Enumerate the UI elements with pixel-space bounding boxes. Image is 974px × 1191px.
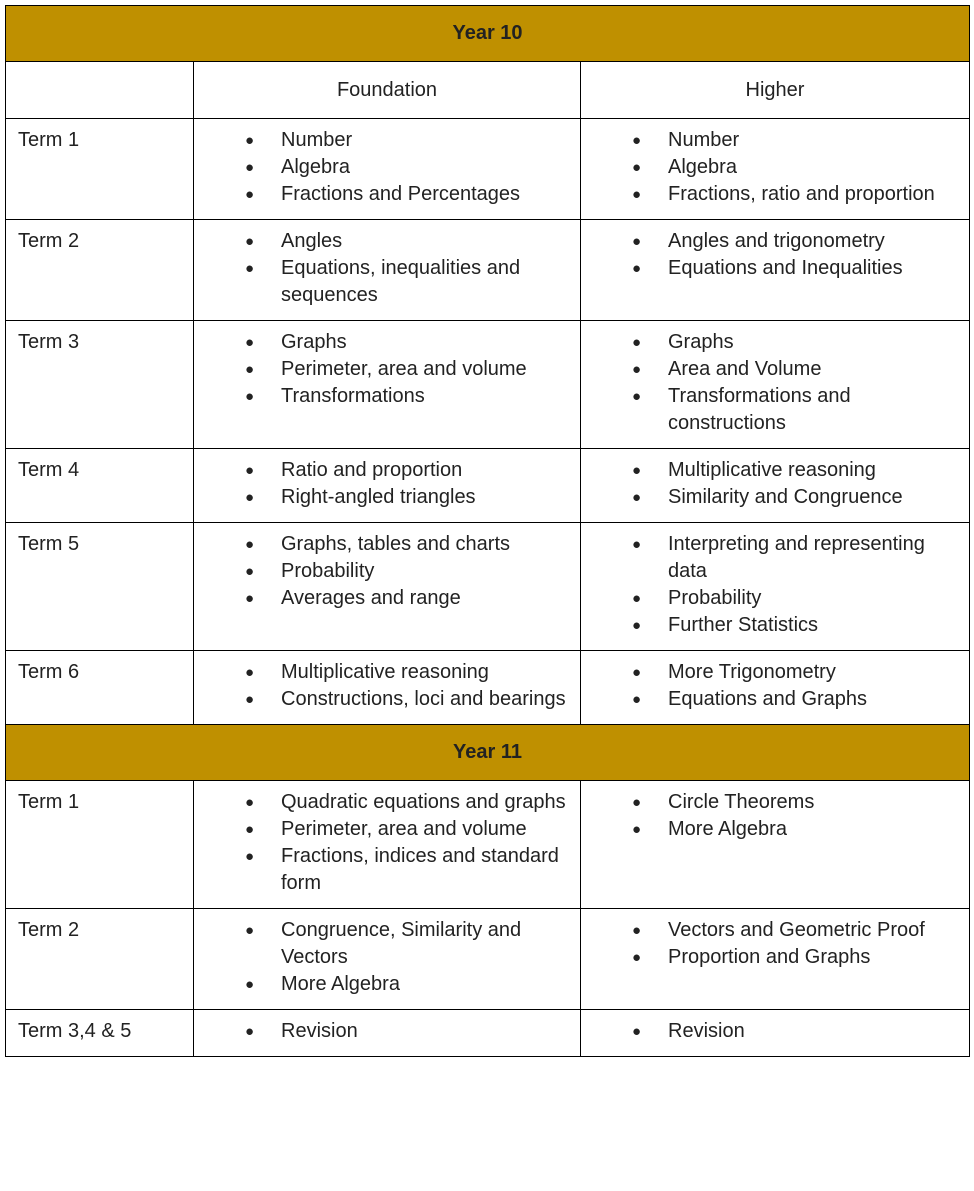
term-label: Term 3 [6,321,194,449]
list-item: ● Vectors and Geometric Proof [593,917,957,944]
year-10-title: Year 10 [6,6,970,62]
higher-topics [581,449,970,523]
list-item: ● Interpreting and representing data [593,531,957,585]
list-item: ● Multiplicative reasoning [206,659,568,686]
list-item: ● Further Statistics [593,612,957,639]
foundation-topics [194,909,581,1010]
term-label: Term 2 [6,909,194,1010]
higher-topic-list [593,457,957,511]
higher-topic-list [593,917,957,971]
foundation-topics [194,321,581,449]
list-item: ● Proportion and Graphs [593,944,957,971]
higher-topics [581,781,970,909]
table-row [6,119,970,220]
list-item: ● Perimeter, area and volume [206,356,568,383]
term-label: Term 1 [6,119,194,220]
list-item: ● Equations and Graphs [593,686,957,713]
list-item: ● Angles and trigonometry [593,228,957,255]
list-item: ● Fractions, indices and standard form [206,843,568,897]
list-item: ● Circle Theorems [593,789,957,816]
year-10-header-row [6,6,970,62]
term-label: Term 6 [6,651,194,725]
higher-topic-list [593,329,957,437]
foundation-topic-list [206,531,568,612]
higher-topic-list [593,659,957,713]
list-item: ● Graphs [206,329,568,356]
list-item: ● Fractions, ratio and proportion [593,181,957,208]
term-label: Term 4 [6,449,194,523]
term-label: Term 3,4 & 5 [6,1010,194,1057]
list-item: ● Algebra [206,154,568,181]
list-item: ● Revision [206,1018,568,1045]
list-item: ● Multiplicative reasoning [593,457,957,484]
list-item: ● Probability [206,558,568,585]
list-item: ● Averages and range [206,585,568,612]
list-item: ● More Algebra [206,971,568,998]
table-row [6,1010,970,1057]
higher-topics [581,1010,970,1057]
list-item: ● Angles [206,228,568,255]
higher-topic-list [593,789,957,843]
foundation-topic-list [206,457,568,511]
foundation-topic-list [206,1018,568,1045]
foundation-topics [194,449,581,523]
higher-topic-list [593,228,957,282]
table-row [6,781,970,909]
table-row [6,523,970,651]
curriculum-table [5,5,970,1057]
list-item: ● Graphs, tables and charts [206,531,568,558]
list-item: ● More Algebra [593,816,957,843]
foundation-topic-list [206,329,568,410]
list-item: ● Similarity and Congruence [593,484,957,511]
list-item: ● Number [206,127,568,154]
list-item: ● Quadratic equations and graphs [206,789,568,816]
list-item: ● Transformations and constructions [593,383,957,437]
foundation-column-header: Foundation [194,62,581,119]
list-item: ● Constructions, loci and bearings [206,686,568,713]
table-row [6,909,970,1010]
table-row [6,449,970,523]
foundation-topics [194,119,581,220]
higher-topics [581,523,970,651]
year-11-title: Year 11 [6,725,970,781]
list-item: ● Perimeter, area and volume [206,816,568,843]
foundation-topics [194,523,581,651]
list-item: ● Ratio and proportion [206,457,568,484]
list-item: ● Number [593,127,957,154]
higher-topic-list [593,531,957,639]
term-label: Term 5 [6,523,194,651]
list-item: ● Probability [593,585,957,612]
foundation-topic-list [206,917,568,998]
table-row [6,220,970,321]
table-row [6,321,970,449]
foundation-topic-list [206,228,568,309]
term-label: Term 2 [6,220,194,321]
list-item: ● Equations and Inequalities [593,255,957,282]
list-item: ● Transformations [206,383,568,410]
foundation-topics [194,1010,581,1057]
higher-topic-list [593,1018,957,1045]
term-column-header [6,62,194,119]
higher-topics [581,909,970,1010]
higher-topics [581,321,970,449]
column-header-row [6,62,970,119]
foundation-topic-list [206,127,568,208]
higher-topics [581,119,970,220]
foundation-topics [194,220,581,321]
higher-topics [581,220,970,321]
table-row [6,651,970,725]
foundation-topic-list [206,789,568,897]
higher-column-header: Higher [581,62,970,119]
list-item: ● Graphs [593,329,957,356]
list-item: ● Equations, inequalities and sequences [206,255,568,309]
list-item: ● Algebra [593,154,957,181]
list-item: ● Right-angled triangles [206,484,568,511]
list-item: ● Revision [593,1018,957,1045]
list-item: ● Congruence, Similarity and Vectors [206,917,568,971]
higher-topic-list [593,127,957,208]
foundation-topics [194,781,581,909]
list-item: ● Area and Volume [593,356,957,383]
list-item: ● Fractions and Percentages [206,181,568,208]
term-label: Term 1 [6,781,194,909]
foundation-topic-list [206,659,568,713]
list-item: ● More Trigonometry [593,659,957,686]
year-11-header-row [6,725,970,781]
higher-topics [581,651,970,725]
foundation-topics [194,651,581,725]
